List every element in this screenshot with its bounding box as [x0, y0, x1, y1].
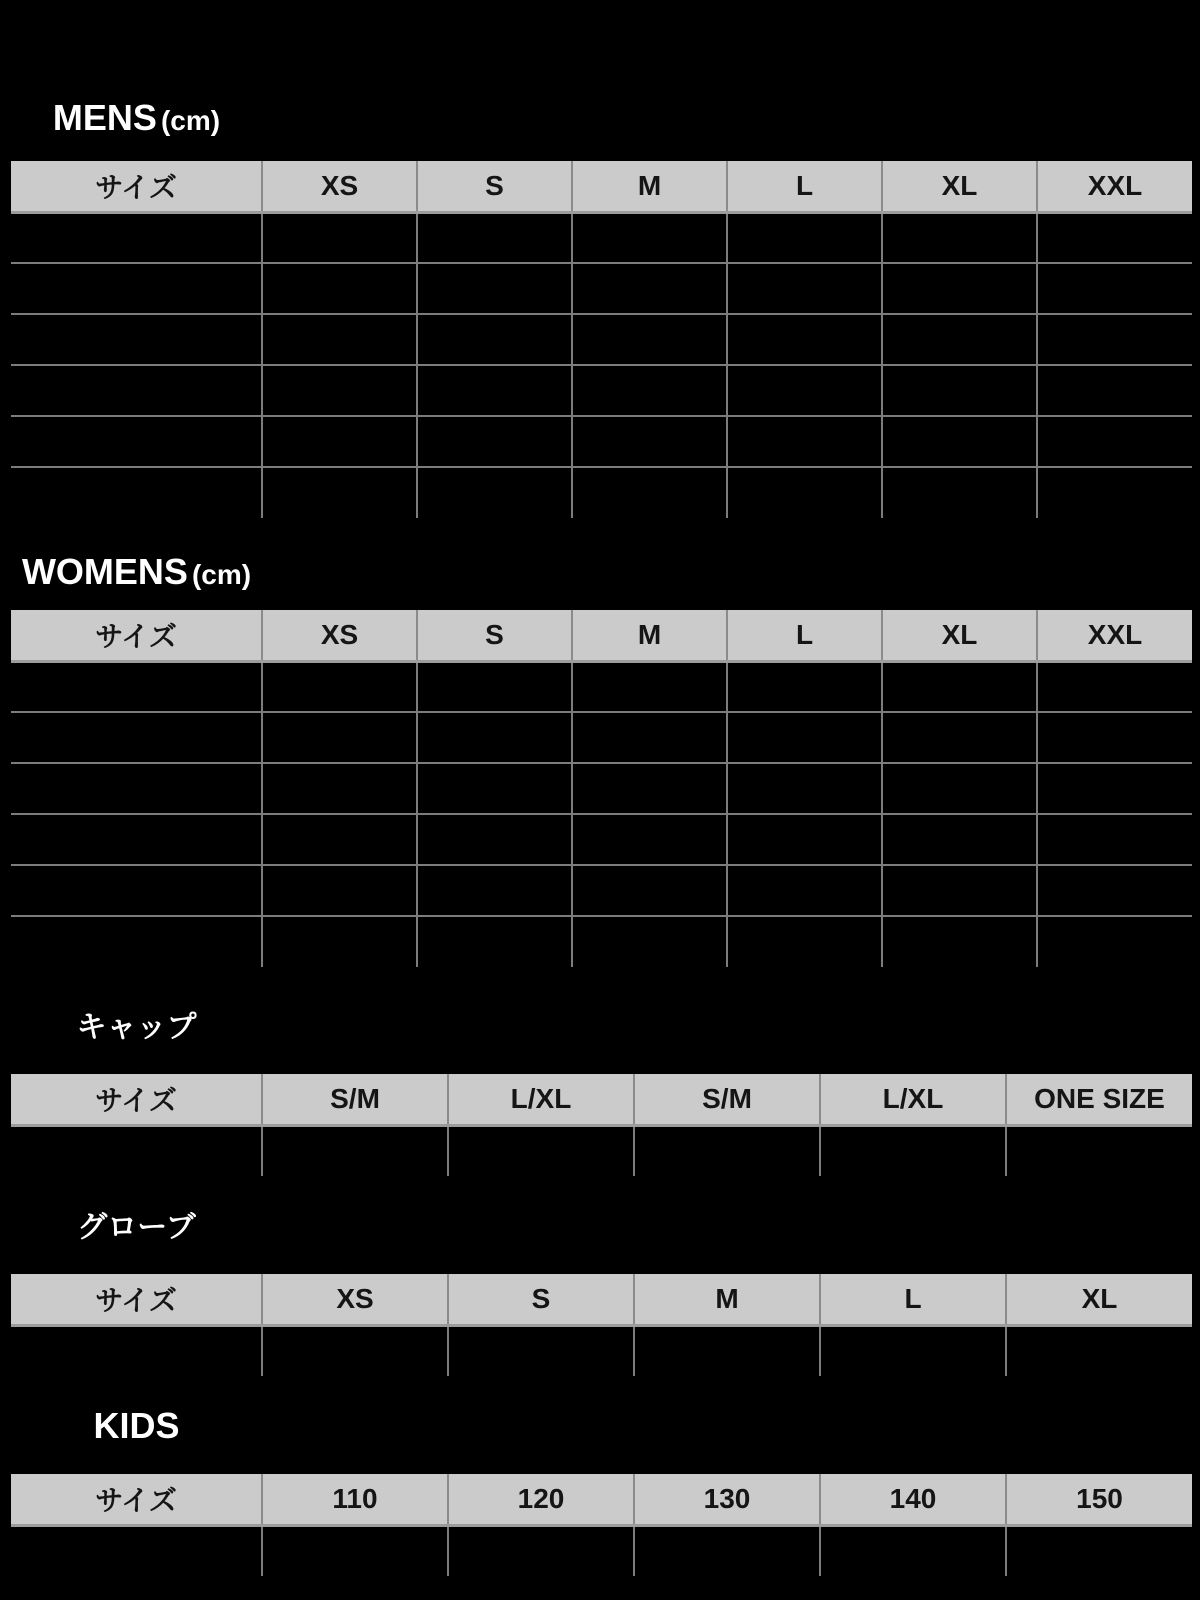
header-row [11, 161, 1192, 212]
header-cell: XL [882, 161, 1037, 212]
body-cell [882, 314, 1037, 365]
header-cell: M [634, 1274, 820, 1325]
body-cell [262, 365, 417, 416]
table-row [11, 712, 1192, 763]
section-title-mens [11, 98, 262, 141]
header-row [11, 1474, 1192, 1525]
body-cell [1006, 1325, 1192, 1376]
body-cell [727, 212, 882, 263]
table-row [11, 416, 1192, 467]
body-cell [572, 365, 727, 416]
table-row [11, 365, 1192, 416]
body-cell [11, 263, 262, 314]
body-cell [11, 416, 262, 467]
body-cell [262, 661, 417, 712]
body-cell [882, 467, 1037, 518]
header-cell: L [727, 161, 882, 212]
header-cell: L [820, 1274, 1006, 1325]
header-cell: ONE SIZE [1006, 1074, 1192, 1125]
header-cell: S [417, 610, 572, 661]
womens-size-table [11, 610, 1192, 967]
body-cell [262, 1525, 448, 1576]
body-cell [572, 263, 727, 314]
header-cell: M [572, 161, 727, 212]
header-cell-size: サイズ [11, 610, 262, 661]
body-cell [572, 314, 727, 365]
body-cell [727, 416, 882, 467]
header-cell: XXL [1037, 161, 1192, 212]
body-cell [727, 467, 882, 518]
body-cell [11, 1325, 262, 1376]
body-cell [572, 865, 727, 916]
body-cell [1037, 263, 1192, 314]
body-cell [727, 763, 882, 814]
body-cell [1037, 212, 1192, 263]
body-cell [634, 1125, 820, 1176]
header-cell: S/M [262, 1074, 448, 1125]
section-title-unit: (cm) [191, 559, 252, 590]
table-row [11, 467, 1192, 518]
header-cell: XS [262, 610, 417, 661]
body-cell [882, 712, 1037, 763]
body-cell [11, 365, 262, 416]
body-cell [262, 865, 417, 916]
header-cell: S [417, 161, 572, 212]
body-cell [882, 916, 1037, 967]
body-cell [882, 212, 1037, 263]
body-cell [417, 712, 572, 763]
body-cell [417, 916, 572, 967]
body-cell [1006, 1125, 1192, 1176]
table-row [11, 1125, 1192, 1176]
body-cell [727, 814, 882, 865]
table-row [11, 916, 1192, 967]
body-cell [727, 263, 882, 314]
table-row [11, 661, 1192, 712]
header-cell: S/M [634, 1074, 820, 1125]
body-cell [572, 661, 727, 712]
body-cell [727, 712, 882, 763]
section-title-text: キャップ [76, 1011, 197, 1044]
body-cell [262, 212, 417, 263]
header-cell: 120 [448, 1474, 634, 1525]
table-row [11, 1325, 1192, 1376]
body-cell [262, 916, 417, 967]
body-cell [11, 1525, 262, 1576]
body-cell [417, 416, 572, 467]
body-cell [262, 416, 417, 467]
header-cell: 150 [1006, 1474, 1192, 1525]
body-cell [448, 1525, 634, 1576]
body-cell [882, 661, 1037, 712]
header-cell: 130 [634, 1474, 820, 1525]
cap-size-table [11, 1074, 1192, 1176]
body-cell [882, 763, 1037, 814]
table-row [11, 814, 1192, 865]
body-cell [1037, 763, 1192, 814]
body-cell [634, 1525, 820, 1576]
body-cell [1037, 814, 1192, 865]
header-cell: L [727, 610, 882, 661]
mens-size-table [11, 161, 1192, 518]
body-cell [1037, 712, 1192, 763]
glove-size-table [11, 1274, 1192, 1376]
body-cell [1037, 314, 1192, 365]
header-cell: XL [1006, 1274, 1192, 1325]
body-cell [11, 661, 262, 712]
section-title-text: グローブ [77, 1211, 196, 1244]
section-title-womens [11, 552, 262, 595]
body-cell [820, 1525, 1006, 1576]
body-cell [417, 212, 572, 263]
body-cell [727, 314, 882, 365]
header-cell: L/XL [820, 1074, 1006, 1125]
header-cell: XXL [1037, 610, 1192, 661]
body-cell [572, 467, 727, 518]
section-title-text: WOMENS [21, 551, 188, 592]
body-cell [11, 712, 262, 763]
body-cell [1037, 661, 1192, 712]
body-cell [11, 865, 262, 916]
body-cell [634, 1325, 820, 1376]
header-row [11, 1274, 1192, 1325]
body-cell [820, 1325, 1006, 1376]
table-row [11, 763, 1192, 814]
body-cell [1037, 865, 1192, 916]
kids-size-table [11, 1474, 1192, 1576]
header-cell: L/XL [448, 1074, 634, 1125]
body-cell [882, 814, 1037, 865]
body-cell [882, 865, 1037, 916]
section-title-glove [11, 1210, 262, 1246]
body-cell [727, 865, 882, 916]
header-cell-size: サイズ [11, 161, 262, 212]
body-cell [262, 1325, 448, 1376]
body-cell [417, 467, 572, 518]
header-cell: 110 [262, 1474, 448, 1525]
body-cell [820, 1125, 1006, 1176]
header-cell: S [448, 1274, 634, 1325]
body-cell [572, 814, 727, 865]
table-row [11, 865, 1192, 916]
body-cell [417, 814, 572, 865]
table-row [11, 1525, 1192, 1576]
body-cell [1037, 416, 1192, 467]
body-cell [727, 661, 882, 712]
body-cell [417, 661, 572, 712]
section-title-cap [11, 1010, 262, 1046]
table-row [11, 212, 1192, 263]
body-cell [727, 365, 882, 416]
header-cell-size: サイズ [11, 1074, 262, 1125]
table-row [11, 314, 1192, 365]
body-cell [572, 763, 727, 814]
header-cell-size: サイズ [11, 1474, 262, 1525]
body-cell [417, 263, 572, 314]
section-title-text: KIDS [93, 1405, 180, 1446]
body-cell [417, 865, 572, 916]
header-row [11, 1074, 1192, 1125]
body-cell [572, 212, 727, 263]
body-cell [11, 763, 262, 814]
body-cell [11, 1125, 262, 1176]
header-cell: XS [262, 1274, 448, 1325]
body-cell [11, 916, 262, 967]
header-cell: M [572, 610, 727, 661]
body-cell [11, 314, 262, 365]
body-cell [882, 365, 1037, 416]
section-title-unit: (cm) [160, 105, 221, 136]
body-cell [448, 1325, 634, 1376]
body-cell [11, 212, 262, 263]
body-cell [417, 763, 572, 814]
section-title-text: MENS [52, 97, 157, 138]
header-cell: XS [262, 161, 417, 212]
header-cell-size: サイズ [11, 1274, 262, 1325]
body-cell [1037, 916, 1192, 967]
body-cell [1037, 467, 1192, 518]
body-cell [882, 416, 1037, 467]
body-cell [262, 763, 417, 814]
table-row [11, 263, 1192, 314]
body-cell [1006, 1525, 1192, 1576]
header-cell: XL [882, 610, 1037, 661]
body-cell [572, 712, 727, 763]
body-cell [262, 467, 417, 518]
body-cell [572, 416, 727, 467]
body-cell [262, 263, 417, 314]
header-cell: 140 [820, 1474, 1006, 1525]
body-cell [262, 314, 417, 365]
body-cell [11, 814, 262, 865]
body-cell [572, 916, 727, 967]
body-cell [262, 814, 417, 865]
body-cell [1037, 365, 1192, 416]
body-cell [882, 263, 1037, 314]
body-cell [262, 712, 417, 763]
section-title-kids [11, 1406, 262, 1446]
body-cell [417, 365, 572, 416]
body-cell [727, 916, 882, 967]
body-cell [448, 1125, 634, 1176]
header-row [11, 610, 1192, 661]
body-cell [262, 1125, 448, 1176]
body-cell [11, 467, 262, 518]
body-cell [417, 314, 572, 365]
